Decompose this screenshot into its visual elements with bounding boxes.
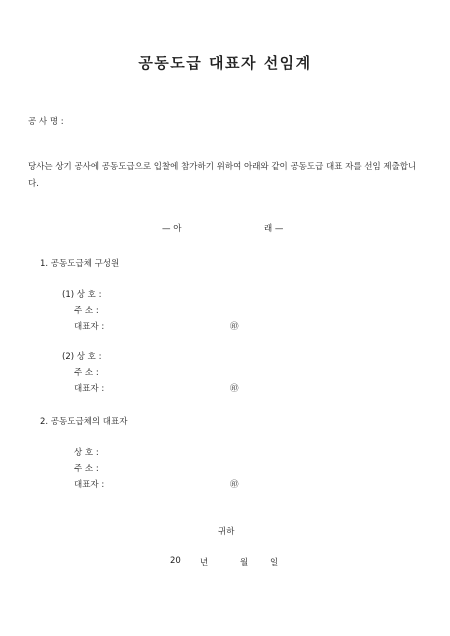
member1-rep-label: 대표자 : xyxy=(74,322,105,332)
date-year-prefix: 20 xyxy=(170,556,181,566)
member2-seal: ㊞ xyxy=(230,384,239,394)
rep-address-label: 주 소 : xyxy=(74,464,99,474)
member2-rep-label: 대표자 : xyxy=(74,384,105,394)
notice-heading-left: — 아 xyxy=(162,224,182,234)
rep-seal: ㊞ xyxy=(230,480,239,490)
date-month-label: 월 xyxy=(240,558,249,568)
member2-name-label: 상 호 : xyxy=(76,352,102,362)
document-title: 공동도급 대표자 선임계 xyxy=(138,54,312,72)
project-name-label: 공 사 명 : xyxy=(28,117,64,127)
member1-number: (1) xyxy=(62,290,75,300)
member2-number: (2) xyxy=(62,352,75,362)
member1-address-label: 주 소 : xyxy=(74,306,99,316)
recipient: 귀하 xyxy=(218,527,235,537)
intro-paragraph: 당사는 상기 공사에 공동도급으로 입찰에 참가하기 위하여 아래와 같이 공동도급 대표 자를 선임 제출합니다. xyxy=(28,162,417,189)
rep-rep-label: 대표자 : xyxy=(74,480,105,490)
date-day-label: 일 xyxy=(270,558,279,568)
section2-heading: 2. 공동도급체의 대표자 xyxy=(40,417,128,427)
notice-heading-right: 래 — xyxy=(264,224,284,234)
member1-seal: ㊞ xyxy=(230,322,239,332)
member2-name-row xyxy=(62,350,101,362)
rep-name-label: 상 호 : xyxy=(74,448,99,458)
date-year-label: 년 xyxy=(200,558,209,568)
member2-address-label: 주 소 : xyxy=(74,368,99,378)
member1-name-label: 상 호 : xyxy=(76,290,102,300)
section1-heading: 1. 공동도급체 구성원 xyxy=(40,259,120,269)
member1-name-row xyxy=(62,288,101,300)
